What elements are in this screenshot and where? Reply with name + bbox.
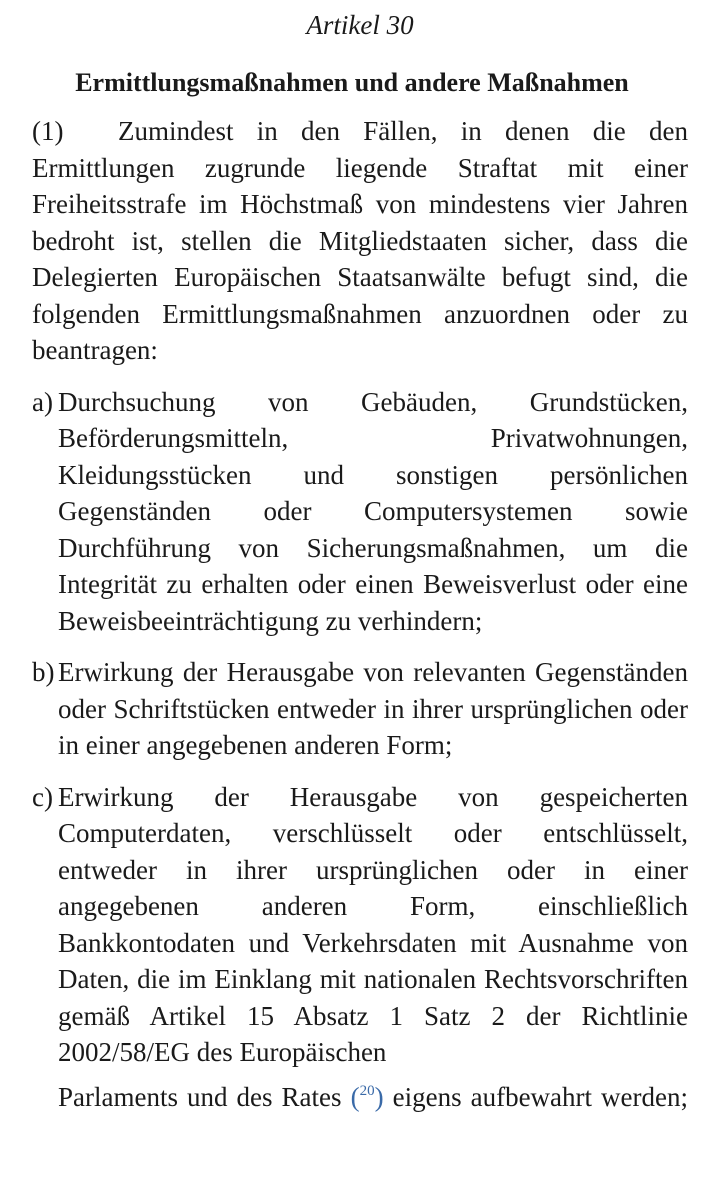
article-number: Artikel 30	[306, 10, 414, 40]
list-item-text	[58, 779, 688, 1116]
list-item-c	[32, 779, 688, 1116]
list-item-label: b)	[32, 657, 55, 687]
list-item-label: c)	[32, 781, 53, 812]
list-item-a	[32, 384, 688, 640]
paragraph-text: Zumindest in den Fällen, in denen die den Ermittlungen zugrunde liegende Straftat mit einer Freiheitsstrafe im Höchstmaß von mindestens vier Jahren bedroht ist, stellen die Mitgliedstaaten sicher, dass die Delegierten Europäischen Staatsanwälte befugt sind, die folgenden Ermittlungsmaßnahmen anzuordnen oder zu beantragen:	[32, 116, 688, 365]
footnote-link[interactable]: ($^{20}$)	[350, 1081, 384, 1112]
list-item-text-segment: Parlaments und des Rates	[58, 1081, 342, 1112]
list-item-b	[32, 654, 688, 764]
list-item-text: Erwirkung der Herausgabe von relevanten Gegenständen oder Schriftstücken entweder in ihrer ursprünglichen oder in einer angegebenen anderen Form;	[58, 657, 688, 760]
list-item-text-segment: eigens aufbewahrt werden;	[392, 1081, 689, 1112]
list-item-text-last-line	[58, 1079, 688, 1116]
paragraph-number: (1)	[32, 116, 64, 146]
article-title: Ermittlungsmaßnahmen und andere Maßnahmen	[75, 68, 629, 97]
footnote-number: 20	[359, 1082, 375, 1099]
paragraph-1	[32, 113, 688, 369]
list-item-text-main: Erwirkung der Herausgabe von gespeicherten Computerdaten, verschlüsselt oder entschlüsselt, entweder in ihrer ursprünglichen oder in einer angegebenen anderen Form, einschließlich Bankkontodaten und Verkehrsdaten mit Ausnahme von Daten, die im Einklang mit nationalen Rechtsvorschriften gemäß Artikel 15 Absatz 1 Satz 2 der Richtlinie 2002/58/EG des Europäischen	[58, 781, 688, 1067]
list-item-text: Durchsuchung von Gebäuden, Grundstücken, Beförderungsmitteln, Privatwohnungen, Kleidungsstücken und sonstigen persönlichen Gegenständen oder Computersystemen sowie Durchführung von Sicherungsmaßnahmen, um die Integrität zu erhalten oder einen Beweisverlust oder eine Beweisbeeinträchtigung zu verhindern;	[58, 386, 688, 636]
document-page	[32, 0, 688, 1115]
list-item-label: a)	[32, 386, 53, 417]
